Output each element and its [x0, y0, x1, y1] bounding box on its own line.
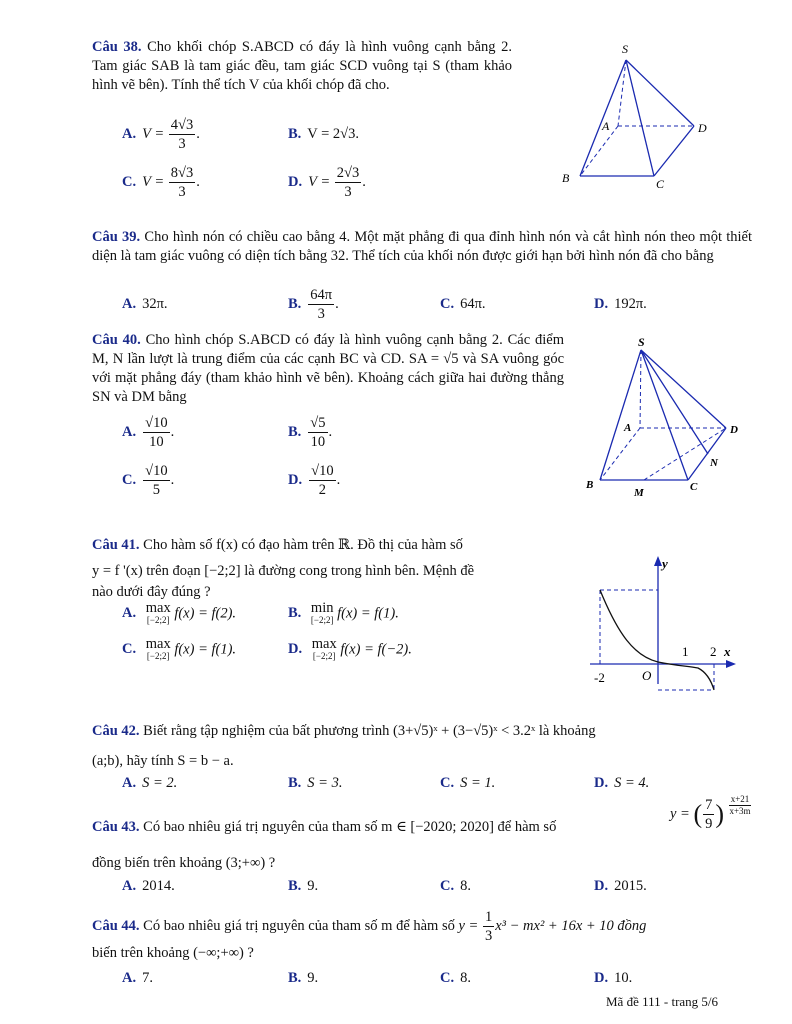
q41-line2: y = f '(x) trên đoạn [−2;2] là đường cong trong hình bên. Mệnh đề: [92, 563, 475, 579]
q44-stem-line1: Câu 44. Có bao nhiêu giá trị nguyên của tham số m để hàm số y = $\frac{1}{3}$ x³ − mx² + 16x + 10 đồng: [92, 909, 647, 944]
q38-text: Cho khối chóp S.ABCD có đáy là hình vuông cạnh bằng 2. Tam giác SAB là tam giác đều, tam giác SCD vuông tại S (tham khảo hình vẽ bên). Tính thể tích V của khối chóp đã cho.: [92, 39, 512, 93]
q43-label: Câu 43.: [92, 819, 140, 835]
q38-label-s: S: [622, 42, 628, 56]
q38-label: Câu 38.: [92, 39, 142, 55]
q40-text1: Cho hình chóp S.ABCD có đáy là hình vuông cạnh bằng 2. Các điểm M, N lần lượt là trung điểm của các cạnh BC và CD.: [92, 332, 564, 367]
q42-option-c[interactable]: C. S = 1.: [440, 775, 496, 791]
q41-option-b[interactable]: B. min [−2;2] f(x) = f(1).: [288, 600, 399, 625]
q41-stem: [92, 532, 562, 600]
q42-option-b[interactable]: B. S = 3.: [288, 775, 343, 791]
q40-option-c[interactable]: C. $\frac{√10}{5}$ .: [122, 463, 175, 498]
q44-option-c[interactable]: C. 8.: [440, 970, 471, 986]
q41-derivative-graph: [584, 552, 744, 692]
q44-option-a[interactable]: A. 7.: [122, 970, 153, 986]
q41-line1: Cho hàm số f(x) có đạo hàm trên ℝ. Đồ thị của hàm số: [143, 537, 463, 553]
q40-label-c: C: [690, 481, 698, 493]
q44-option-b[interactable]: B. 9.: [288, 970, 319, 986]
q40-label-n: N: [710, 457, 718, 469]
q44-option-d[interactable]: D. 10.: [594, 970, 633, 986]
q38-pyramid-figure: [550, 40, 730, 190]
q40-label-d: D: [730, 424, 738, 436]
q43-stem-line1: [92, 818, 556, 837]
q41-graph-tick-neg2: -2: [594, 670, 605, 685]
q40-option-b[interactable]: B. $\frac{√5}{10}$ .: [288, 415, 333, 450]
q39-option-b[interactable]: B. $\frac{64\pi}{3}$ .: [288, 287, 339, 322]
q44-text1: Có bao nhiêu giá trị nguyên của tham số m để hàm số: [143, 917, 455, 934]
q40-text2: SA = √5 và SA vuông góc với mặt phẳng đáy (tham khảo hình vẽ bên). Khoảng cách giữa hai đường thẳng SN và DM bằng: [92, 351, 565, 405]
q41-graph-tick-1: 1: [682, 644, 689, 659]
q42-label: Câu 42.: [92, 723, 140, 739]
q43-option-a[interactable]: A. 2014.: [122, 878, 175, 894]
q43-text2: đồng biến trên khoảng (3;+∞) ?: [92, 855, 276, 871]
q42-text2: (a;b), hãy tính S = b − a.: [92, 753, 234, 769]
q38-option-c[interactable]: C. V = $\frac{8√3}{3}$ .: [122, 165, 200, 200]
q39-option-d[interactable]: D. 192π.: [594, 296, 647, 312]
page-footer: Mã đề 111 - trang 5/6: [606, 994, 719, 1009]
q38-stem: [92, 38, 512, 95]
q38-label-a: A: [602, 119, 610, 133]
q42-text1: Biết rằng tập nghiệm của bất phương trình (3+√5)ˣ + (3−√5)ˣ < 3.2ˣ là khoảng: [143, 723, 596, 739]
q39-option-c[interactable]: C. 64π.: [440, 296, 486, 312]
q40-option-a[interactable]: A. $\frac{√10}{10}$ .: [122, 415, 175, 450]
q40-label-b: B: [586, 479, 594, 491]
q39-option-a[interactable]: A. 32π.: [122, 296, 168, 312]
q38-label-c: C: [656, 177, 665, 190]
q41-option-a[interactable]: A. max [−2;2] f(x) = f(2).: [122, 600, 237, 625]
q43-text1: Có bao nhiêu giá trị nguyên của tham số m ∈ [−2020; 2020] để hàm số: [143, 819, 557, 835]
q40-label: Câu 40.: [92, 332, 141, 348]
q44-label: Câu 44.: [92, 917, 140, 934]
q38-option-d[interactable]: D. V = $\frac{2√3}{3}$ .: [288, 165, 366, 200]
q41-label: Câu 41.: [92, 537, 140, 553]
q42-option-a[interactable]: A. S = 2.: [122, 775, 178, 791]
q44-text2: biến trên khoảng (−∞;+∞) ?: [92, 945, 254, 961]
q41-graph-origin: O: [642, 668, 652, 683]
q40-label-a: A: [624, 422, 632, 434]
q42-stem: [92, 716, 752, 776]
q38-option-a[interactable]: A. V = $\frac{4√3}{3}$ .: [122, 117, 200, 152]
q40-stem: [92, 331, 564, 407]
q40-option-d[interactable]: D. $\frac{√10}{2}$ .: [288, 463, 341, 498]
q41-graph-x-label: x: [724, 644, 731, 659]
q42-option-d[interactable]: D. S = 4.: [594, 775, 650, 791]
q41-line3: nào dưới đây đúng ?: [92, 584, 211, 600]
q41-option-d[interactable]: D. max [−2;2] f(x) = f(−2).: [288, 636, 412, 661]
q41-graph-y-label: y: [662, 556, 668, 571]
q39-stem: [92, 228, 752, 266]
q38-label-b: B: [562, 171, 570, 185]
q43-option-d[interactable]: D. 2015.: [594, 878, 647, 894]
q38-option-b[interactable]: B. V = 2√3.: [288, 126, 360, 142]
q41-graph-tick-2: 2: [710, 644, 717, 659]
q40-label-m: M: [634, 487, 644, 499]
q39-label: Câu 39.: [92, 229, 141, 245]
q43-function: y = ( $\frac{7}{9}$ ) $\frac{x+21}{x+3m}$: [670, 794, 751, 832]
q40-label-s: S: [638, 335, 645, 349]
q41-option-c[interactable]: C. max [−2;2] f(x) = f(1).: [122, 636, 237, 661]
q40-pyramid-figure: [578, 334, 748, 504]
q39-text: Cho hình nón có chiều cao bằng 4. Một mặt phẳng đi qua đỉnh hình nón và cắt hình nón theo một thiết diện là tam giác vuông có diện tích bằng 32. Thể tích của khối nón được giới hạn bởi hình nón đã cho bằng: [92, 229, 752, 264]
q43-option-c[interactable]: C. 8.: [440, 878, 471, 894]
q38-label-d: D: [698, 121, 707, 135]
q43-option-b[interactable]: B. 9.: [288, 878, 319, 894]
